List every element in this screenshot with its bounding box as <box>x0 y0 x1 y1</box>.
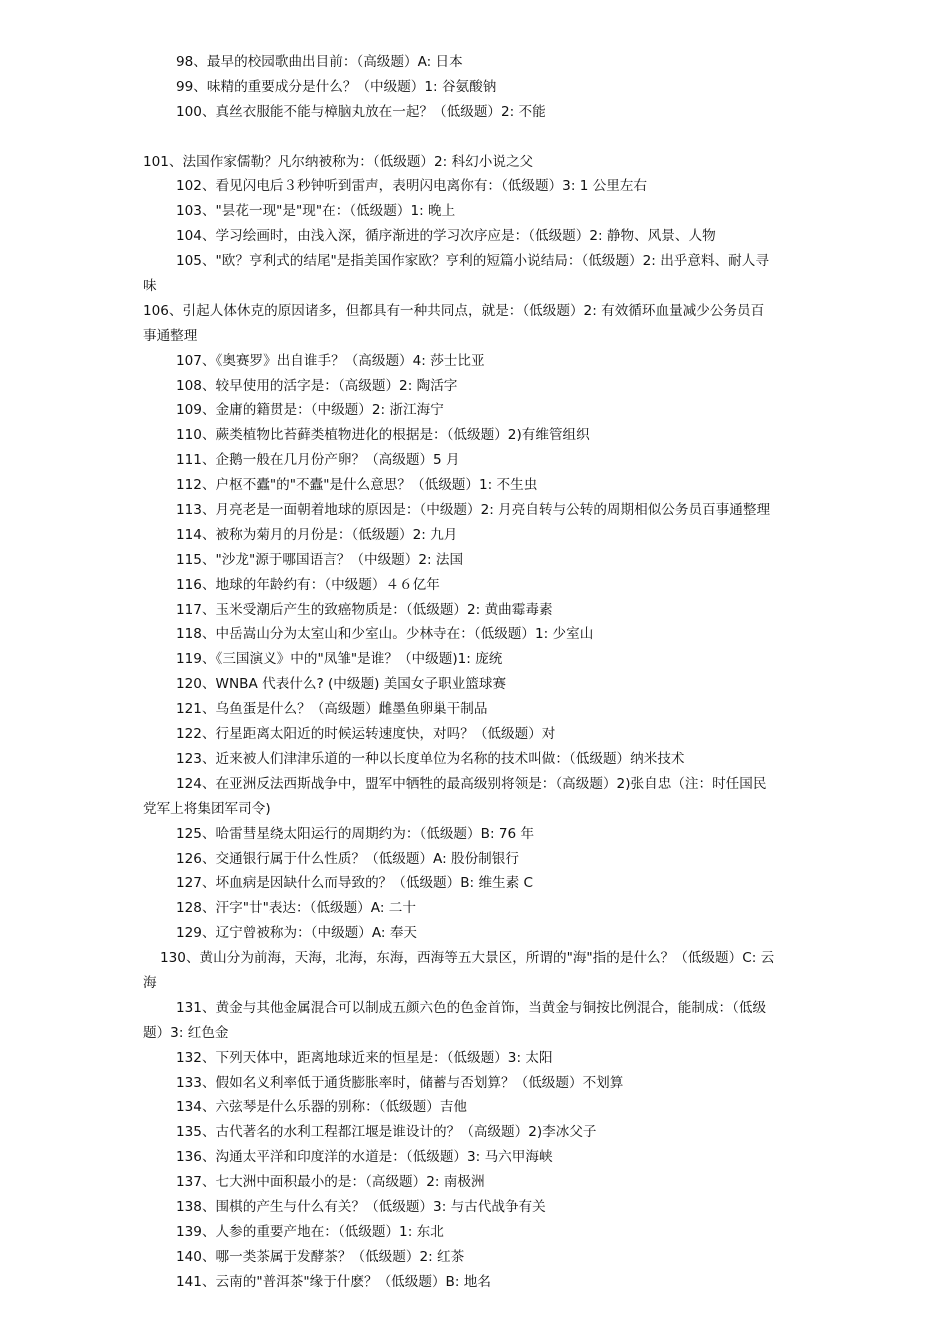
question-continuation: 题）3: 红色金 <box>143 1024 229 1041</box>
question-line: 125、哈雷彗星绕太阳运行的周期约为：（低级题）B: 76 年 <box>176 825 535 842</box>
question-line: 139、人参的重要产地在：（低级题）1: 东北 <box>176 1223 444 1240</box>
question-line: 108、较早使用的活字是：（高级题）2: 陶活字 <box>176 377 458 394</box>
question-line: 110、蕨类植物比苔藓类植物进化的根据是：（低级题）2)有维管组织 <box>176 427 590 444</box>
question-line: 98、最早的校园歌曲出目前：（高级题）A: 日本 <box>176 54 463 70</box>
question-line: 123、近来被人们津津乐道的一种以长度单位为名称的技术叫做：（低级题）纳米技术 <box>176 750 685 767</box>
question-line: 130、黄山分为前海，天海，北海，东海，西海等五大景区，所谓的"海"指的是什么？（低级题）C: 云 <box>160 950 775 967</box>
question-line: 104、学习绘画时，由浅入深，循序渐进的学习次序应是：（低级题）2: 静物、风景、人物 <box>176 228 716 245</box>
question-line: 112、户枢不蠹"的"不蠹"是什么意思？（低级题）1: 不生虫 <box>176 477 538 494</box>
question-line: 137、七大洲中面积最小的是：（高级题）2: 南极洲 <box>176 1174 485 1191</box>
question-line: 115、"沙龙"源于哪国语言？（中级题）2: 法国 <box>176 551 464 568</box>
question-line: 116、地球的年龄约有：（中级题）４６亿年 <box>176 576 440 593</box>
question-line: 134、六弦琴是什么乐器的别称：（低级题）吉他 <box>176 1099 468 1116</box>
question-line: 124、在亚洲反法西斯战争中，盟军中牺牲的最高级别将领是：（高级题）2)张自忠（注：时任国民 <box>176 775 767 792</box>
question-line: 127、坏血病是因缺什么而导致的？（低级题）B: 维生素 C <box>176 875 534 892</box>
question-line: 113、月亮老是一面朝着地球的原因是：（中级题）2: 月亮自转与公转的周期相似公务员百事通整理 <box>176 502 771 519</box>
question-line: 131、黄金与其他金属混合可以制成五颜六色的色金首饰，当黄金与铜按比例混合，能制成：（低级 <box>176 999 767 1016</box>
question-line: 140、哪一类茶属于发酵茶？（低级题）2: 红茶 <box>176 1248 465 1265</box>
question-line: 101、法国作家儒勒？凡尔纳被称为：（低级题）2: 科幻小说之父 <box>143 153 534 170</box>
question-line: 111、企鹅一般在几月份产卵？（高级题）5 月 <box>176 452 460 469</box>
question-continuation: 事通整理 <box>143 327 198 344</box>
question-line: 138、围棋的产生与什么有关？（低级题）3: 与古代战争有关 <box>176 1198 546 1215</box>
question-line: 103、"昙花一现"是"现"在：（低级题）1: 晚上 <box>176 203 456 220</box>
question-line: 106、引起人体休克的原因诸多，但都具有一种共同点，就是：（低级题）2: 有效循环血量减少公务员百 <box>143 302 765 319</box>
question-line: 105、"欧？亨利式的结尾"是指美国作家欧？亨利的短篇小说结局：（低级题）2: 出乎意料、耐人寻 <box>176 253 769 270</box>
question-line: 135、古代著名的水利工程都江堰是谁设计的？（高级题）2)李冰父子 <box>176 1124 597 1141</box>
question-line: 120、WNBA 代表什么? (中级题) 美国女子职业篮球赛 <box>176 676 507 693</box>
question-continuation: 海 <box>143 974 157 991</box>
question-line: 121、乌鱼蛋是什么？（高级题）雌墨鱼卵巢干制品 <box>176 701 488 718</box>
question-line: 109、金庸的籍贯是：（中级题）2: 浙江海宁 <box>176 402 444 419</box>
question-line: 128、汗字"廿"表达：（低级题）A: 二十 <box>176 900 416 917</box>
question-line: 118、中岳嵩山分为太室山和少室山。少林寺在：（低级题）1: 少室山 <box>176 626 594 643</box>
question-line: 99、味精的重要成分是什么？（中级题）1: 谷氨酸钠 <box>176 78 497 95</box>
blank-line <box>0 125 805 150</box>
question-line: 117、玉米受潮后产生的致癌物质是：（低级题）2: 黄曲霉毒素 <box>176 601 553 618</box>
question-line: 100、真丝衣服能不能与樟脑丸放在一起？（低级题）2: 不能 <box>176 103 546 120</box>
question-line: 119、《三国演义》中的"凤雏"是谁？（中级题)1: 庞统 <box>176 651 503 668</box>
question-line: 132、下列天体中，距离地球近来的恒星是：（低级题）3: 太阳 <box>176 1049 553 1066</box>
question-line: 126、交通银行属于什么性质？（低级题）A: 股份制银行 <box>176 850 519 867</box>
document-body <box>0 50 950 1295</box>
question-line: 133、假如名义利率低于通货膨胀率时，储蓄与否划算？（低级题）不划算 <box>176 1074 624 1091</box>
question-line: 107、《奥赛罗》出自谁手？（高级题）4: 莎士比亚 <box>176 352 485 369</box>
question-line: 141、云南的"普洱茶"缘于什麽？（低级题）B: 地名 <box>176 1273 491 1290</box>
question-line: 129、辽宁曾被称为：（中级题）A: 奉天 <box>176 925 418 942</box>
question-line: 102、看见闪电后３秒钟听到雷声，表明闪电离你有：（低级题）3: 1 公里左右 <box>176 178 648 195</box>
question-line: 122、行星距离太阳近的时候运转速度快，对吗？（低级题）对 <box>176 726 556 743</box>
question-continuation: 味 <box>143 278 157 295</box>
question-continuation: 党军上将集团军司令) <box>143 800 271 817</box>
question-line: 136、沟通太平洋和印度洋的水道是：（低级题）3: 马六甲海峡 <box>176 1149 553 1166</box>
question-line: 114、被称为菊月的月份是：（低级题）2: 九月 <box>176 526 458 543</box>
